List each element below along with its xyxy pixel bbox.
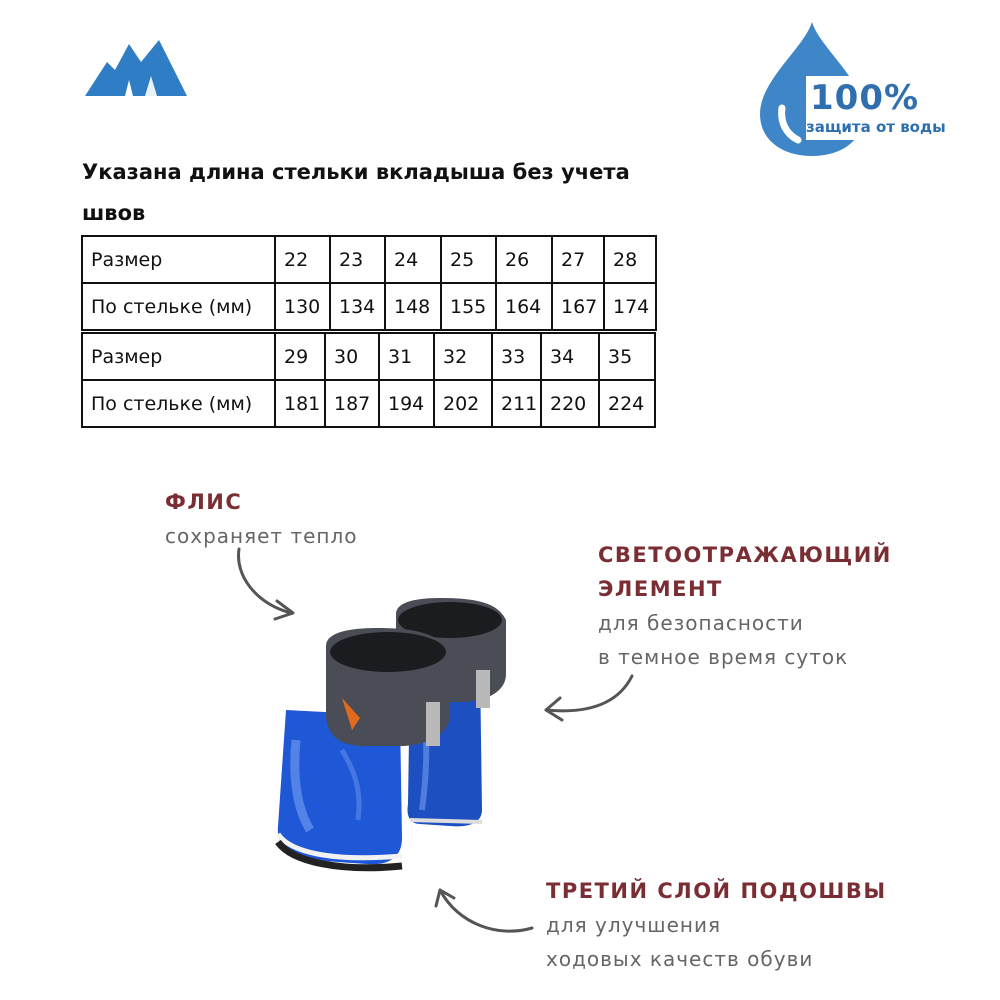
row-label: По стельке (мм) xyxy=(82,380,275,427)
size-cell: 28 xyxy=(604,236,656,283)
insole-cell: 224 xyxy=(599,380,655,427)
table-row xyxy=(82,333,655,380)
size-cell: 29 xyxy=(275,333,325,380)
size-cell: 25 xyxy=(441,236,496,283)
size-cell: 35 xyxy=(599,333,655,380)
badge-percent: 100% xyxy=(810,78,920,118)
arrow-icon xyxy=(538,670,638,730)
feature-sole xyxy=(546,874,887,976)
table-row xyxy=(82,283,656,330)
size-cell: 23 xyxy=(330,236,385,283)
insole-cell: 148 xyxy=(385,283,441,330)
feature-title: СВЕТООТРАЖАЮЩИЙ xyxy=(598,543,892,567)
mountain-logo-icon xyxy=(85,40,187,98)
row-label: По стельке (мм) xyxy=(82,283,275,330)
feature-title: ТРЕТИЙ СЛОЙ ПОДОШВЫ xyxy=(546,879,887,903)
feature-description: для безопасности xyxy=(598,611,804,635)
row-label: Размер xyxy=(82,236,275,283)
feature-description: ходовых качеств обуви xyxy=(546,947,814,971)
feature-reflective xyxy=(598,538,892,674)
feature-description: сохраняет тепло xyxy=(165,524,358,548)
size-cell: 22 xyxy=(275,236,330,283)
size-cell: 26 xyxy=(496,236,552,283)
boots-image xyxy=(270,590,530,880)
size-table-heading: Указана длина стельки вкладыша без учета швов xyxy=(82,160,630,225)
size-cell: 33 xyxy=(492,333,541,380)
insole-cell: 181 xyxy=(275,380,325,427)
insole-cell: 155 xyxy=(441,283,496,330)
insole-cell: 187 xyxy=(325,380,379,427)
insole-cell: 164 xyxy=(496,283,552,330)
feature-fleece xyxy=(165,485,358,553)
insole-cell: 174 xyxy=(604,283,656,330)
size-cell: 34 xyxy=(541,333,599,380)
insole-cell: 220 xyxy=(541,380,599,427)
size-table-1 xyxy=(81,235,657,331)
feature-title: ФЛИС xyxy=(165,490,243,514)
size-cell: 30 xyxy=(325,333,379,380)
arrow-icon xyxy=(428,880,538,940)
feature-description: для улучшения xyxy=(546,913,721,937)
size-cell: 31 xyxy=(379,333,434,380)
size-cell: 27 xyxy=(552,236,604,283)
feature-title: ЭЛЕМЕНТ xyxy=(598,577,723,601)
insole-cell: 202 xyxy=(434,380,492,427)
insole-cell: 194 xyxy=(379,380,434,427)
table-row xyxy=(82,236,656,283)
feature-description: в темное время суток xyxy=(598,645,849,669)
insole-cell: 134 xyxy=(330,283,385,330)
insole-cell: 167 xyxy=(552,283,604,330)
insole-cell: 130 xyxy=(275,283,330,330)
insole-cell: 211 xyxy=(492,380,541,427)
table-row xyxy=(82,380,655,427)
row-label: Размер xyxy=(82,333,275,380)
size-cell: 24 xyxy=(385,236,441,283)
size-cell: 32 xyxy=(434,333,492,380)
badge-caption: защита от воды xyxy=(806,118,946,136)
size-table-2 xyxy=(81,332,656,428)
